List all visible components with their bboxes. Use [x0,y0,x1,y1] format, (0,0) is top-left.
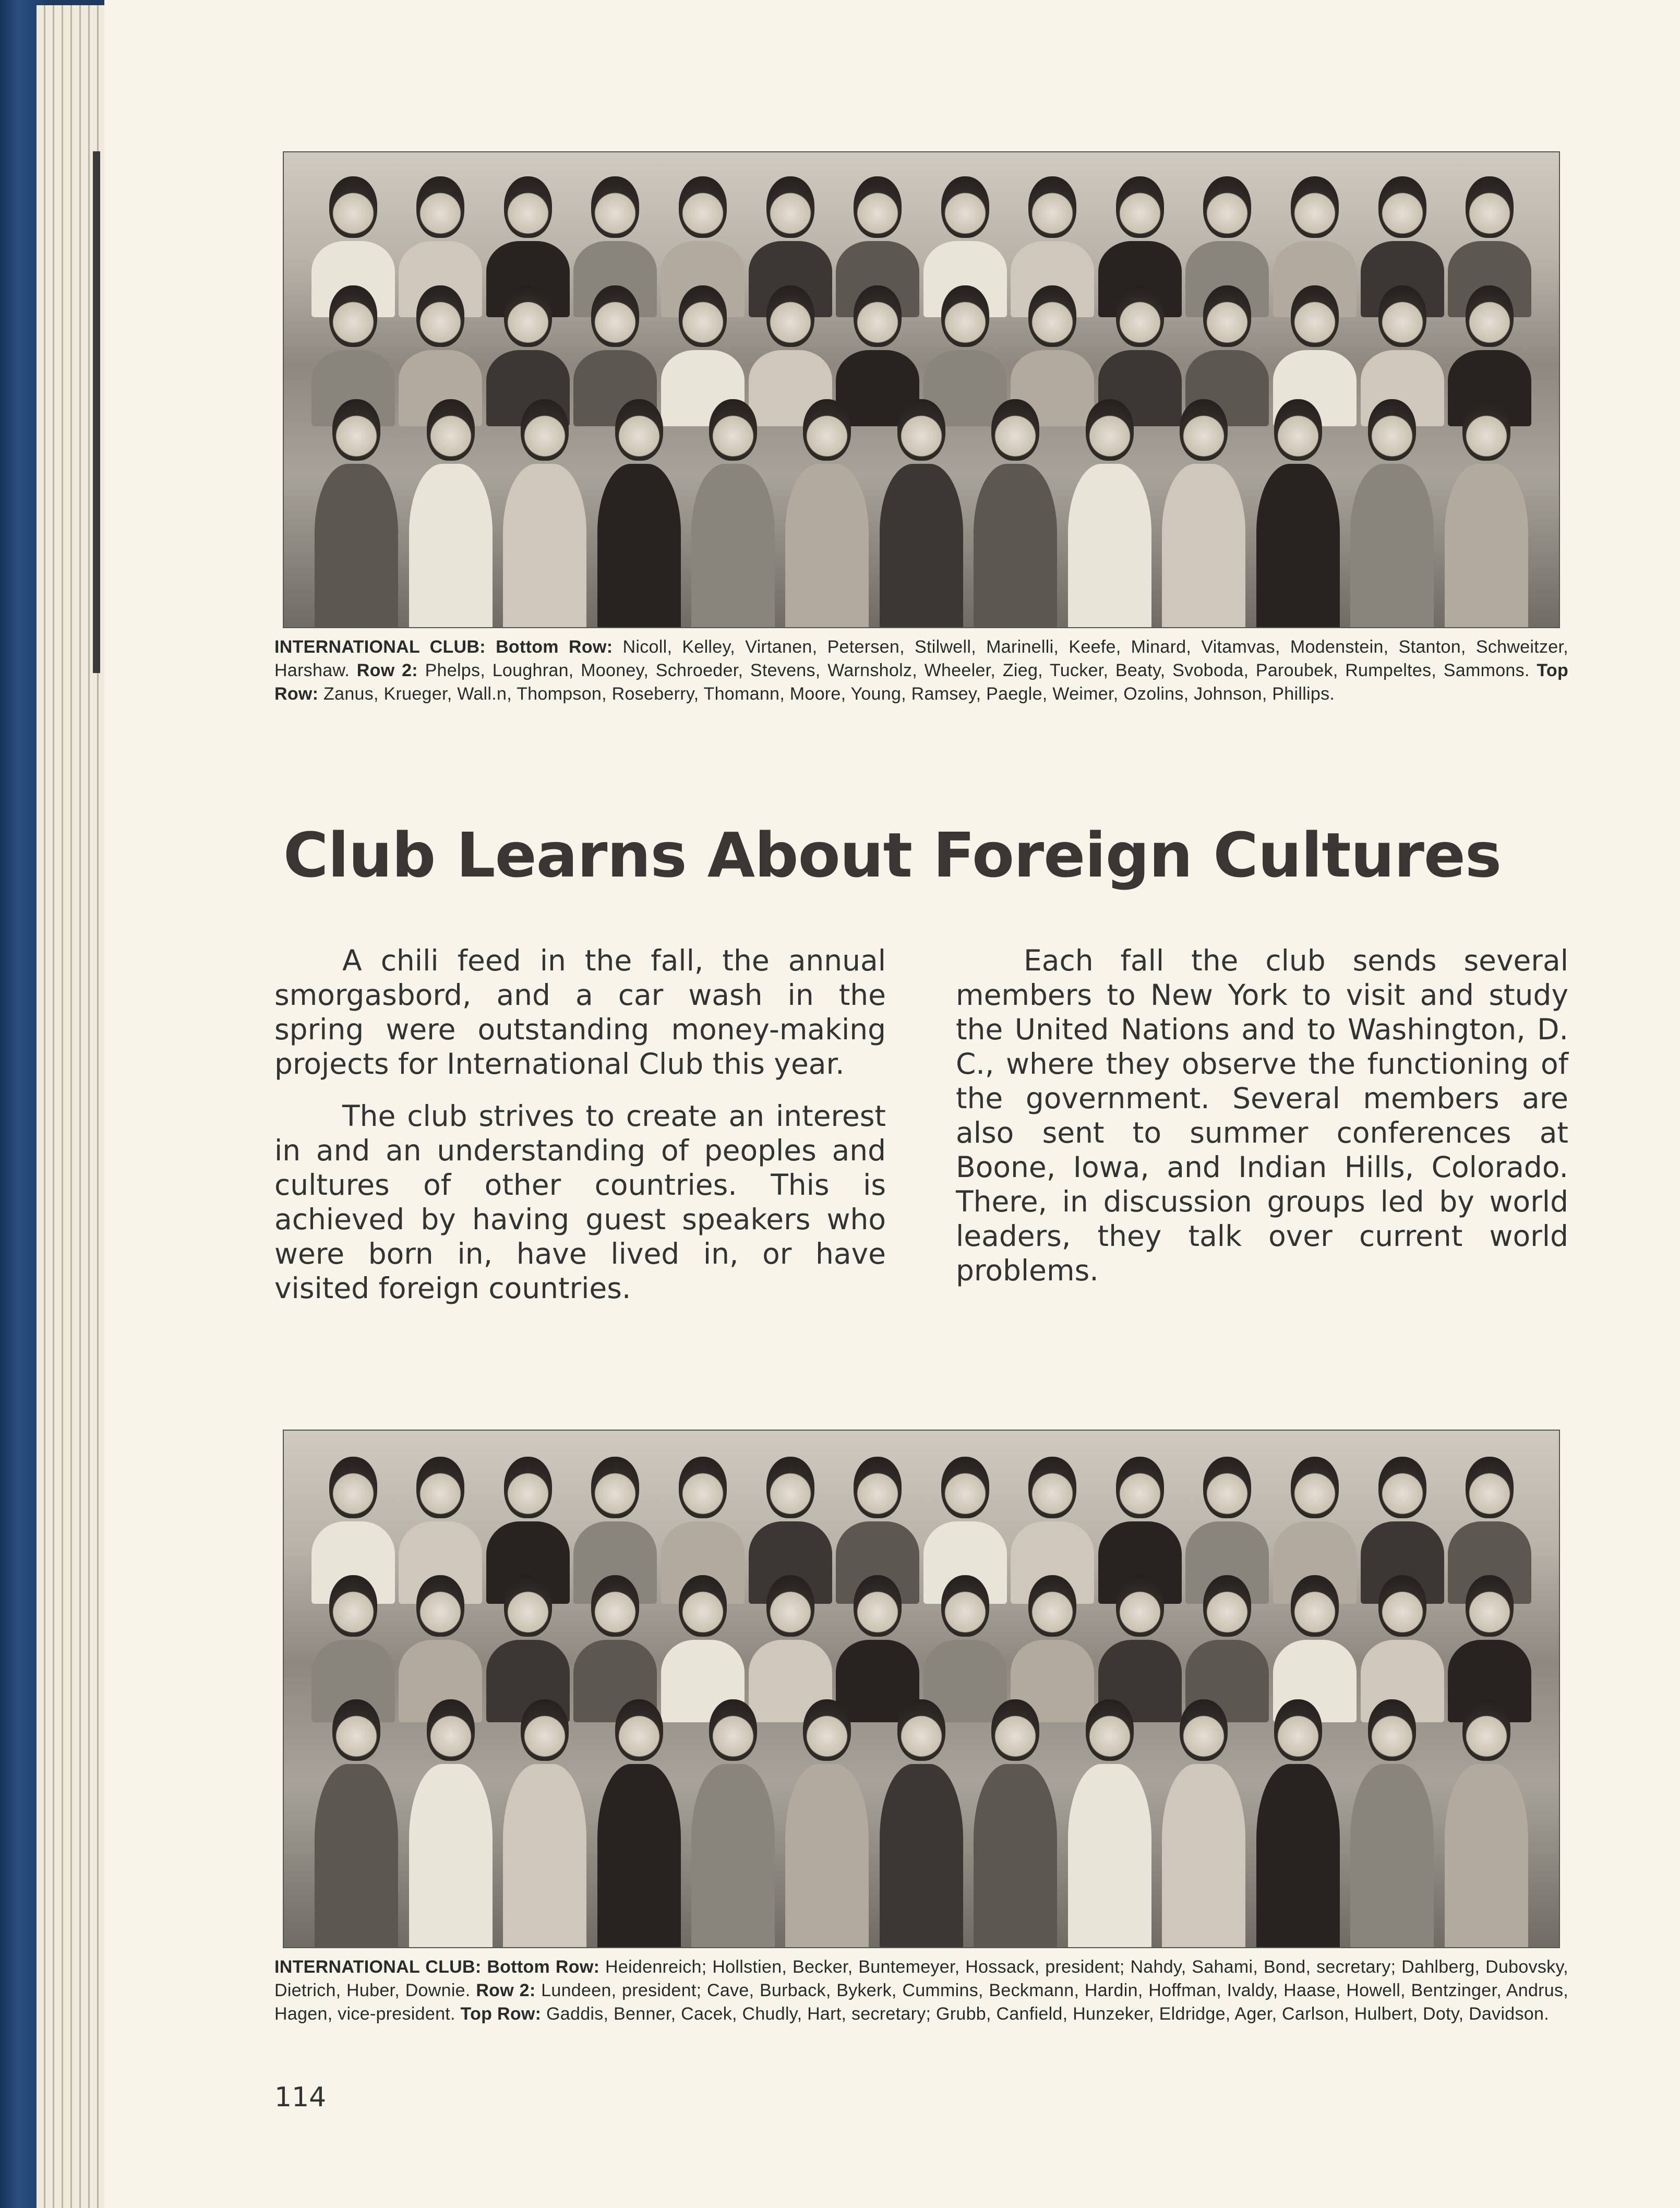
person-silhouette [785,1699,869,1948]
paragraph: The club strives to create an interest in and an understanding of peoples and cultures of other countries. This is achieved by having guest speakers who were born in, have lived in, or have visited foreign countries. [274,1099,886,1305]
page-number: 114 [274,2082,327,2113]
caption-names: Phelps, Loughran, Mooney, Schroeder, Stevens, Warnsholz, Wheeler, Zieg, Tucker, Beaty, Svoboda, Paroubek, Rumpeltes, Sammons. [425,661,1530,680]
person-silhouette [503,399,586,628]
caption-row-label: Row 2: [356,661,418,680]
person-silhouette [1350,399,1434,628]
person-silhouette [974,1699,1057,1948]
person-silhouette [1162,399,1245,628]
paragraph: A chili feed in the fall, the annual smorgasbord, and a car wash in the spring were outstanding money-making projects for International Club this year. [274,944,886,1081]
person-silhouette [315,1699,398,1948]
page-edges [37,5,110,2208]
caption-names: Lundeen, president; Cave, Burback, Bykerk, Cummins, Beckmann, Hardin, Hoffman, Ivaldy, Haase, Howell, Bentzinger, Andrus, Hagen, vice-president. [274,1981,1569,2024]
top-photo-caption [274,635,1568,706]
caption-row-label: Top Row: [460,2004,542,2024]
caption-names: Gaddis, Benner, Cacek, Chudly, Hart, secretary; Grubb, Canfield, Hunzeker, Eldridge, Ager, Carlson, Hulbert, Doty, Davidson. [546,2004,1549,2024]
person-silhouette [503,1699,586,1948]
person-silhouette [1068,1699,1151,1948]
person-silhouette [1445,399,1528,628]
photo-row [309,399,1533,628]
caption-names: Nicoll, Kelley, Virtanen, Petersen, Stilwell, Marinelli, Keefe, Minard, Vitamvas, Modenstein, Stanton, Schweitzer, Harshaw. [274,637,1569,680]
person-silhouette [1068,399,1151,628]
yearbook-page [104,0,1680,2208]
page-headline: Club Learns About Foreign Cultures [283,819,1502,891]
caption-row-label: Bottom Row: [487,1957,600,1977]
person-silhouette [691,1699,775,1948]
paragraph: Each fall the club sends several members to New York to visit and study the United Nations and to Washington, D. C., where they observe the functioning of the government. Several members are also sent to summer conferences at Boone, Iowa, and Indian Hills, Colorado. There, in discussion groups led by world leaders, they talk over current world problems. [956,944,1568,1287]
person-silhouette [880,399,963,628]
photo-row [309,1699,1533,1948]
person-silhouette [597,1699,681,1948]
bottom-photo-caption [274,1955,1568,2026]
person-silhouette [409,399,493,628]
group-photo-bottom [283,1430,1560,1948]
article-left-column [274,943,886,1323]
person-silhouette [315,399,398,628]
person-silhouette [1445,1699,1528,1948]
person-silhouette [785,399,869,628]
caption-row-label: Top Row: [274,661,1569,704]
person-silhouette [1162,1699,1245,1948]
person-silhouette [974,399,1057,628]
caption-label: INTERNATIONAL CLUB: [274,637,486,657]
caption-label: INTERNATIONAL CLUB: [274,1957,482,1977]
article-right-column [956,943,1568,1305]
person-silhouette [691,399,775,628]
caption-names: Heidenreich; Hollstien, Becker, Buntemeyer, Hossack, president; Nahdy, Sahami, Bond, secretary; Dahlberg, Dubovsky, Dietrich, Huber, Downie. [274,1957,1569,2000]
person-silhouette [1256,399,1340,628]
person-silhouette [597,399,681,628]
group-photo-top [283,151,1560,628]
person-silhouette [1350,1699,1434,1948]
person-silhouette [409,1699,493,1948]
caption-names: Zanus, Krueger, Wall.n, Thompson, Roseberry, Thomann, Moore, Young, Ramsey, Paegle, Weimer, Ozolins, Johnson, Phillips. [323,684,1335,704]
caption-row-label: Row 2: [476,1981,536,2000]
person-silhouette [880,1699,963,1948]
caption-row-label: Bottom Row: [496,637,613,657]
person-silhouette [1256,1699,1340,1948]
